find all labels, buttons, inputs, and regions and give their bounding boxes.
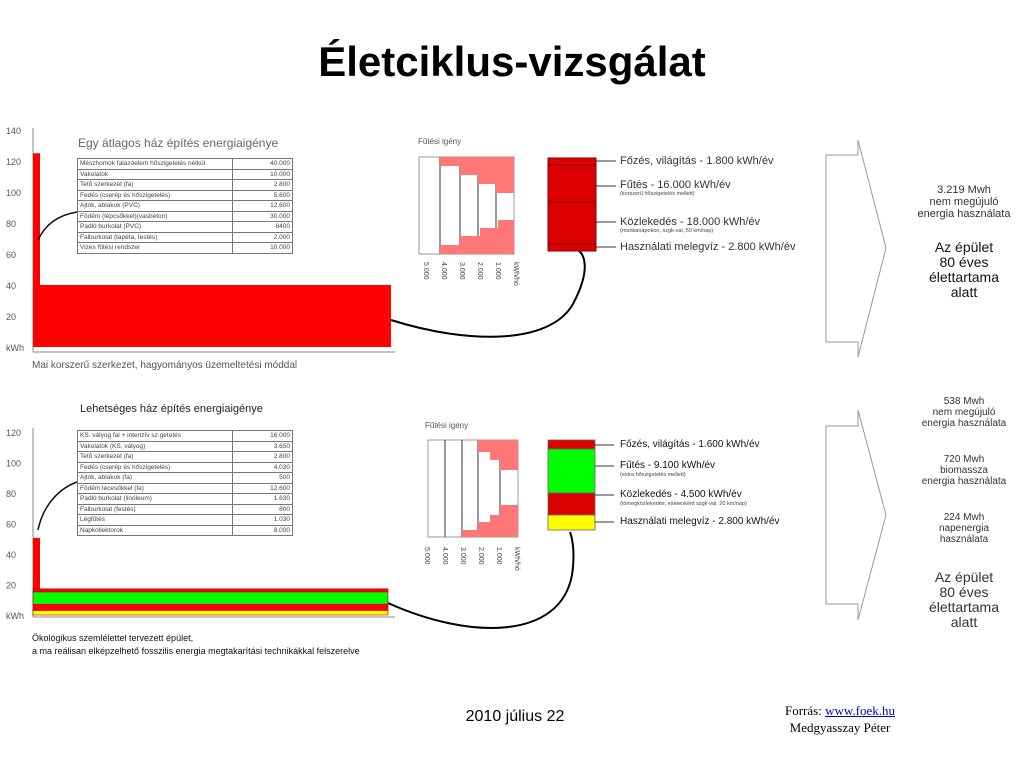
- table-cell-label: Mészhomok falazóelem hőszigetelés nélkül: [78, 159, 233, 170]
- page-title: Életciklus-vizsgálat: [318, 38, 706, 85]
- table-row: [78, 504, 293, 515]
- operation-segment-2: [548, 493, 595, 515]
- table-cell-value: 30.000: [233, 211, 293, 222]
- result-line: 80 éves: [939, 254, 989, 270]
- table-row: [78, 211, 293, 222]
- table-cell-value: 4.030: [233, 462, 293, 473]
- table-cell-label: Fedés (cserép és hőszigetelés): [78, 462, 233, 473]
- operation-label: Főzés, világítás - 1.800 kWh/év: [620, 155, 774, 167]
- y-tick-label: 60: [6, 519, 17, 530]
- result-line: Az épület: [934, 239, 994, 255]
- table-cell-label: Légfűtés: [78, 515, 233, 526]
- result-line: 224 Mwh: [943, 512, 985, 523]
- y-tick-label: 80: [6, 219, 17, 229]
- operation-note: (korszerű hőszigetelés mellett): [620, 191, 695, 197]
- table-row: [78, 483, 293, 494]
- table-row: [78, 462, 293, 473]
- result-block: [905, 240, 1023, 300]
- operation-segment-3: [548, 515, 595, 530]
- table-cell-label: Ajtók, ablakok (PVC): [78, 201, 233, 212]
- operation-label: Fűtés - 9.100 kWh/év: [620, 460, 716, 471]
- table-cell-value: 8.000: [233, 525, 293, 536]
- operation-category: [620, 155, 773, 167]
- y-tick-label: 80: [6, 489, 17, 499]
- table-row: [78, 525, 293, 536]
- result-block: [905, 396, 1023, 429]
- x-label-current: Mai korszerű szerkezet, hagyományos üzemeltetési móddal: [32, 360, 298, 371]
- y-tick-label: 60: [6, 250, 17, 260]
- result-block: [905, 454, 1023, 487]
- table-row: [78, 441, 293, 452]
- table-cell-label: Vakolatok: [78, 169, 233, 180]
- operation-label: Közlekedés - 18.000 kWh/év: [620, 216, 761, 228]
- y-tick-label: 40: [6, 281, 17, 291]
- result-arrow: [826, 410, 886, 620]
- table-cell-value: 1.630: [233, 494, 293, 505]
- heating-tick-label: 3.000: [459, 547, 466, 565]
- table-cell-label: Vakolatok (KS, vályog): [78, 441, 233, 452]
- y-tick-label: 40: [6, 550, 17, 560]
- operation-category: [620, 241, 795, 253]
- operation-category: [620, 216, 760, 235]
- table-cell-value: 16.000: [233, 431, 293, 442]
- table-cell-value: 2.800: [233, 180, 293, 191]
- bar-layer-4: [33, 610, 388, 615]
- operation-segment-0: [548, 440, 595, 449]
- operation-label: Használati melegvíz - 2.800 kWh/év: [620, 516, 780, 527]
- result-line: napenergia: [938, 523, 990, 534]
- table-cell-value: 10.000: [233, 169, 293, 180]
- table-cell-value: 12.600: [233, 201, 293, 212]
- table-cell-label: Napkollektorok: [78, 525, 233, 536]
- heating-title-current: Fűtési igény: [418, 137, 462, 146]
- result-line: energia használata: [917, 208, 1011, 220]
- source-label: Forrás:: [784, 703, 822, 718]
- operation-category: [620, 516, 780, 528]
- bar-layer-2: [33, 592, 388, 604]
- heating-tick-label: 2.000: [476, 262, 483, 280]
- source-link[interactable]: www.foek.hu: [825, 703, 895, 718]
- operation-segment-1: [548, 449, 595, 493]
- heating-tick-label: 5.000: [422, 262, 429, 280]
- table-cell-label: Falburkolat (festés): [78, 504, 233, 515]
- table-cell-value: 1.030: [233, 515, 293, 526]
- table-row: [78, 431, 293, 442]
- y-tick-label: 100: [6, 188, 22, 198]
- y-tick-label: 120: [6, 428, 22, 438]
- table-row: [78, 159, 293, 170]
- source-credit: [750, 702, 930, 736]
- result-line: alatt: [950, 284, 978, 300]
- y-tick-label: 20: [6, 312, 17, 322]
- result-line: élettartama: [928, 269, 1000, 285]
- y-tick-label: 100: [6, 458, 22, 469]
- heating-tick-label: 2.000: [477, 547, 484, 565]
- y-tick-label: 120: [6, 157, 22, 167]
- table-cell-value: 2.000: [233, 232, 293, 243]
- table-row: [78, 201, 293, 212]
- result-line: biomassza: [940, 465, 988, 476]
- table-cell-label: Padló burkolat (linóleum): [78, 494, 233, 505]
- link-curve: [391, 250, 585, 337]
- result-line: élettartama: [928, 599, 1000, 615]
- operation-label: Közlekedés - 4.500 kWh/év: [620, 489, 742, 500]
- table-cell-value: 12.600: [233, 483, 293, 494]
- table-row: [78, 494, 293, 505]
- operation-note: (munkanapokon, szgk-val, 50 km/nap): [620, 228, 714, 234]
- table-cell-label: Tető szerkezet (fa): [78, 452, 233, 463]
- chart-title-ecological: Lehetséges ház építés energiaigénye: [80, 403, 263, 415]
- result-line: 720 Mwh: [943, 454, 985, 465]
- heating-tick-label: 1.000: [494, 262, 501, 280]
- table-cell-label: Födém lécesűkkel (fa): [78, 483, 233, 494]
- heating-tick-label: 4.000: [440, 262, 447, 280]
- heating-tick-label: 5.000: [423, 547, 430, 565]
- heating-tick-label: 4.000: [441, 547, 448, 565]
- bar-operation: [33, 285, 391, 347]
- result-line: használata: [939, 534, 989, 545]
- table-row: [78, 243, 293, 254]
- result-line: Az épület: [934, 569, 994, 585]
- table-cell-label: Ajtók, ablakok (fa): [78, 473, 233, 484]
- result-arrow: [826, 140, 886, 357]
- table-row: [78, 232, 293, 243]
- result-block: [905, 570, 1023, 630]
- table-row: [78, 180, 293, 191]
- operation-label: Főzés, világítás - 1.600 kWh/év: [620, 439, 760, 450]
- table-cell-label: KS. vályog fal + intenzív sz.getetés: [78, 431, 233, 442]
- table-row: [78, 473, 293, 484]
- operation-category: [620, 489, 747, 508]
- table-cell-value: 40.000: [233, 159, 293, 170]
- result-line: nem megújuló: [932, 407, 996, 418]
- table-row: [78, 222, 293, 233]
- table-row: [78, 169, 293, 180]
- energy-table-ecological: [77, 430, 293, 536]
- bar-layer-1: [33, 589, 388, 592]
- table-cell-label: Falburkolat (tapéta, festés): [78, 232, 233, 243]
- table-cell-value: 3.650: [233, 441, 293, 452]
- operation-label: Fűtés - 16.000 kWh/év: [620, 179, 731, 191]
- heating-tick-label: 1.000: [495, 547, 502, 565]
- chart-title-current: Egy átlagos ház építés energiaigénye: [78, 136, 279, 150]
- operation-category: [620, 439, 760, 451]
- table-cell-value: 800: [233, 504, 293, 515]
- y-tick-label: kWh: [6, 343, 24, 353]
- result-line: energia használata: [921, 476, 1007, 487]
- operation-label: Használati melegvíz - 2.800 kWh/év: [620, 241, 796, 253]
- result-line: 538 Mwh: [943, 396, 985, 407]
- footer-date: 2010 július 22: [465, 708, 565, 725]
- table-cell-value: 2.800: [233, 452, 293, 463]
- heating-tick-label: kWh/hó: [512, 262, 519, 286]
- table-cell-label: Padló burkolat (PVC): [78, 222, 233, 233]
- y-tick-label: kWh: [6, 611, 24, 621]
- table-cell-label: Tető szerkezet (fa): [78, 180, 233, 191]
- result-line: nem megújuló: [929, 196, 999, 208]
- result-block: [905, 184, 1023, 220]
- result-line: energia használata: [921, 418, 1007, 429]
- x-label-ecological-2: a ma reálisan elképzelhető fosszilis energia megtakarítási technikákkal felszerelve: [32, 646, 360, 656]
- table-cell-value: 10.000: [233, 243, 293, 254]
- energy-table-current: [77, 158, 293, 254]
- operation-category: [620, 179, 731, 198]
- result-line: alatt: [950, 614, 978, 630]
- operation-note: (tömegközlekedés, esetenként szgk-val, 20 km/nap): [620, 501, 747, 507]
- connector-line: [38, 482, 77, 530]
- author: Medgyasszay Péter: [789, 720, 891, 735]
- heating-tick-label: kWh/hó: [513, 547, 520, 571]
- table-cell-label: Fedés (cserép és hőszigetelés): [78, 190, 233, 201]
- bar-layer-3: [33, 604, 388, 610]
- table-row: [78, 452, 293, 463]
- table-cell-value: 500: [233, 473, 293, 484]
- operation-note: (extra hőszigetelés mellett): [620, 472, 686, 478]
- table-row: [78, 515, 293, 526]
- table-cell-label: Födém (lépcsőkkel)(vasbeton): [78, 211, 233, 222]
- operation-stack: [548, 158, 596, 251]
- connector-line: [38, 212, 77, 240]
- table-cell-value: 5.600: [233, 190, 293, 201]
- result-line: 80 éves: [939, 584, 989, 600]
- y-tick-label: 20: [6, 580, 17, 591]
- heating-tick-label: 3.000: [458, 262, 465, 280]
- table-row: [78, 190, 293, 201]
- result-block: [905, 512, 1023, 545]
- table-cell-label: Vizes fűtési rendszer: [78, 243, 233, 254]
- operation-category: [620, 460, 715, 479]
- result-line: 3.219 Mwh: [937, 184, 991, 196]
- table-cell-value: 8400: [233, 222, 293, 233]
- heating-title-ecological: Fűtési igény: [425, 421, 469, 430]
- y-tick-label: 140: [6, 126, 22, 136]
- x-label-ecological-1: Ökológikus szemlélettel tervezett épület,: [32, 633, 194, 643]
